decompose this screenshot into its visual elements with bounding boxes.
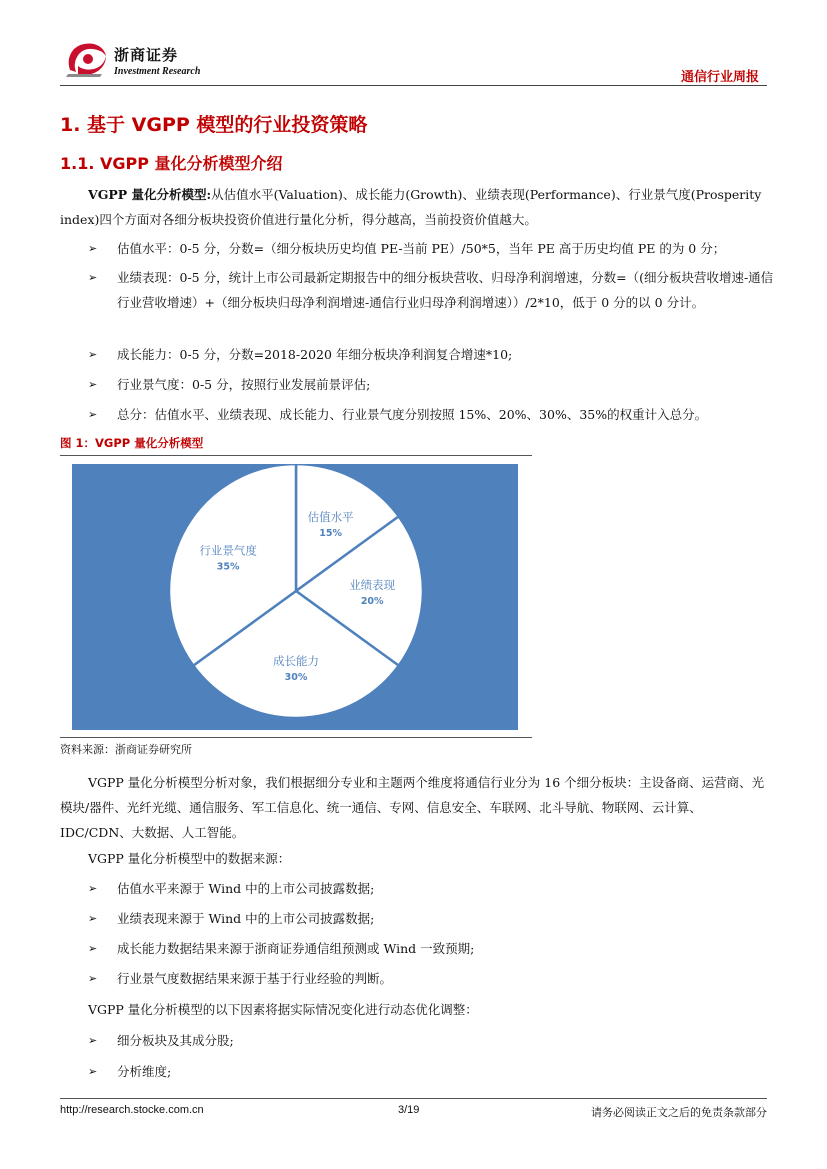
intro-paragraph (60, 182, 770, 232)
pie-slice-label: 成长能力 (273, 654, 319, 669)
list-item: ➢ 成长能力数据结果来源于浙商证券通信组预测或 Wind 一致预期; (88, 936, 778, 961)
footer-divider (60, 1098, 767, 1099)
bullet-arrow-icon: ➢ (88, 882, 98, 895)
list-item: ➢ 分析维度; (88, 1059, 778, 1084)
section-heading: 1. 基于 VGPP 模型的行业投资策略 (60, 114, 368, 136)
footer-url-link[interactable]: http://research.stocke.com.cn (60, 1104, 204, 1116)
subsection-heading: 1.1. VGPP 量化分析模型介绍 (60, 154, 283, 173)
intro-term: VGPP 量化分析模型: (88, 187, 212, 202)
brand-name-cn: 浙商证券 (114, 46, 179, 64)
brand-name-en: Investment Research (114, 66, 201, 77)
vgpp-pie-chart (72, 464, 518, 730)
list-item: ➢ 成长能力：0-5 分，分数=2018-2020 年细分板块净利润复合增速*10; (88, 342, 778, 367)
figure-caption: 图 1：VGPP 量化分析模型 (60, 436, 204, 450)
list-item: ➢ 总分：估值水平、业绩表现、成长能力、行业景气度分别按照 15%、20%、30%、35%的权重计入总分。 (88, 402, 778, 427)
header-divider (60, 85, 767, 86)
bullet-arrow-icon: ➢ (88, 408, 98, 421)
bullet-arrow-icon: ➢ (88, 972, 98, 985)
data-source-intro: VGPP 量化分析模型中的数据来源： (88, 851, 291, 866)
list-item: ➢ 细分板块及其成分股; (88, 1028, 778, 1053)
pie-slice-percent: 30% (284, 672, 308, 684)
bullet-arrow-icon: ➢ (88, 1065, 98, 1078)
company-logo-icon (64, 40, 108, 78)
intro-text: 从估值水平(Valuation)、成长能力(Growth)、业绩表现(Performance)、行业景气度(Prosperity index)四个方面对各细分板块投资价值进行量化分析，得分越高，当前投资价值越大。 (60, 187, 762, 227)
sectors-paragraph: VGPP 量化分析模型分析对象，我们根据细分专业和主题两个维度将通信行业分为 16 个细分板块：主设备商、运营商、光模块/器件、光纤光缆、通信服务、军工信息化、统一通信、专网、信息安全、车联网、北斗导航、物联网、云计算、IDC/CDN、大数据、人工智能。 (60, 775, 765, 840)
page-number: 3/19 (398, 1104, 420, 1116)
list-item: ➢ 业绩表现：0-5 分，统计上市公司最新定期报告中的细分板块营收、归母净利润增速，分数=（(细分板块营收增速-通信行业营收增速）+（细分板块归母净利润增速-通信行业归母净利润增速））/2*10，低于 0 分的以 0 分计。 (88, 265, 778, 315)
list-item: ➢ 估值水平：0-5 分，分数=（细分板块历史均值 PE-当前 PE）/50*5，当年 PE 高于历史均值 PE 的为 0 分； (88, 236, 778, 261)
report-type: 通信行业周报 (680, 70, 759, 85)
pie-slice-label: 业绩表现 (349, 578, 396, 592)
pie-slice-percent: 20% (360, 596, 384, 607)
figure-top-rule (60, 455, 532, 456)
bullet-arrow-icon: ➢ (88, 242, 98, 255)
list-item: ➢ 业绩表现来源于 Wind 中的上市公司披露数据; (88, 906, 778, 931)
bullet-arrow-icon: ➢ (88, 348, 98, 361)
pie-slice-percent: 35% (216, 561, 240, 573)
bullet-arrow-icon: ➢ (88, 912, 98, 925)
bullet-arrow-icon: ➢ (88, 942, 98, 955)
figure-source: 资料来源：浙商证券研究所 (60, 743, 192, 756)
pie-slice-label: 估值水平 (307, 510, 354, 525)
dynamic-adjust-paragraph: VGPP 量化分析模型的以下因素将据实际情况变化进行动态优化调整： (88, 1002, 478, 1017)
list-item: ➢ 行业景气度：0-5 分，按照行业发展前景评估; (88, 372, 778, 397)
bullet-arrow-icon: ➢ (88, 378, 98, 391)
list-item: ➢ 行业景气度数据结果来源于基于行业经验的判断。 (88, 966, 778, 991)
bullet-arrow-icon: ➢ (88, 271, 98, 284)
figure-bottom-rule (60, 737, 532, 738)
pie-slice-label: 行业景气度 (199, 543, 257, 558)
list-item: ➢ 估值水平来源于 Wind 中的上市公司披露数据; (88, 876, 778, 901)
footer-disclaimer: 请务必阅读正文之后的免责条款部分 (591, 1106, 767, 1119)
pie-slice-percent: 15% (319, 528, 342, 540)
bullet-arrow-icon: ➢ (88, 1034, 98, 1047)
